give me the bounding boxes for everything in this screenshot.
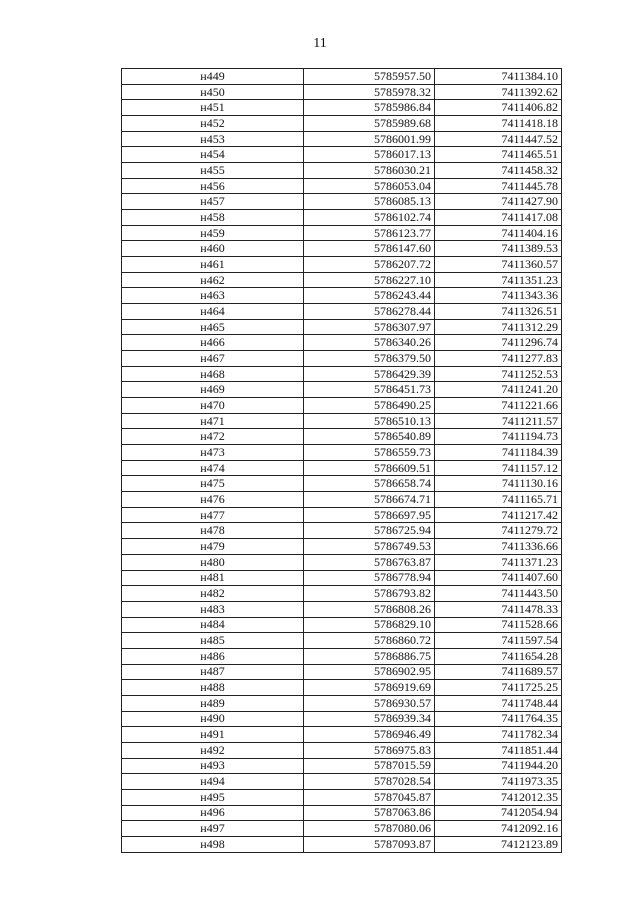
y-coordinate-cell: 7411221.66 [435,398,562,414]
x-coordinate-cell: 5786559.73 [304,445,435,461]
x-coordinate-cell: 5786102.74 [304,210,435,226]
x-coordinate-cell: 5786490.25 [304,398,435,414]
x-coordinate-cell: 5786793.82 [304,586,435,602]
point-name-cell: н481 [122,570,304,586]
table-row [122,601,562,617]
x-coordinate-cell: 5786919.69 [304,680,435,696]
x-coordinate-cell: 5787045.87 [304,789,435,805]
x-coordinate-cell: 5786243.44 [304,288,435,304]
x-coordinate-cell: 5786697.95 [304,507,435,523]
point-name-cell: н490 [122,711,304,727]
point-name-cell: н468 [122,366,304,382]
table-row [122,178,562,194]
point-name-cell: н493 [122,758,304,774]
table-row [122,241,562,257]
y-coordinate-cell: 7411443.50 [435,586,562,602]
table-row [122,429,562,445]
table-row [122,398,562,414]
x-coordinate-cell: 5785986.84 [304,100,435,116]
point-name-cell: н458 [122,210,304,226]
y-coordinate-cell: 7411277.83 [435,351,562,367]
x-coordinate-cell: 5787063.86 [304,805,435,821]
table-row [122,351,562,367]
table-row [122,100,562,116]
point-name-cell: н465 [122,319,304,335]
y-coordinate-cell: 7411217.42 [435,507,562,523]
x-coordinate-cell: 5785957.50 [304,69,435,85]
y-coordinate-cell: 7411326.51 [435,304,562,320]
table-row [122,821,562,837]
table-row [122,570,562,586]
coordinates-table-body [122,69,562,853]
y-coordinate-cell: 7411252.53 [435,366,562,382]
y-coordinate-cell: 7411427.90 [435,194,562,210]
x-coordinate-cell: 5786946.49 [304,727,435,743]
point-name-cell: н449 [122,69,304,85]
x-coordinate-cell: 5786808.26 [304,601,435,617]
table-row [122,836,562,852]
table-row [122,210,562,226]
table-row [122,460,562,476]
y-coordinate-cell: 7411404.16 [435,225,562,241]
x-coordinate-cell: 5786123.77 [304,225,435,241]
point-name-cell: н491 [122,727,304,743]
point-name-cell: н470 [122,398,304,414]
x-coordinate-cell: 5786001.99 [304,131,435,147]
y-coordinate-cell: 7411384.10 [435,69,562,85]
table-row [122,758,562,774]
table-row [122,539,562,555]
x-coordinate-cell: 5787015.59 [304,758,435,774]
x-coordinate-cell: 5786886.75 [304,648,435,664]
y-coordinate-cell: 7412092.16 [435,821,562,837]
coordinates-table [121,68,562,853]
table-row [122,664,562,680]
table-row [122,413,562,429]
y-coordinate-cell: 7411973.35 [435,774,562,790]
y-coordinate-cell: 7411478.33 [435,601,562,617]
table-row [122,69,562,85]
y-coordinate-cell: 7411458.32 [435,163,562,179]
table-row [122,680,562,696]
x-coordinate-cell: 5787080.06 [304,821,435,837]
x-coordinate-cell: 5785989.68 [304,116,435,132]
x-coordinate-cell: 5786207.72 [304,257,435,273]
table-row [122,335,562,351]
table-row [122,476,562,492]
table-row [122,633,562,649]
y-coordinate-cell: 7411597.54 [435,633,562,649]
page-number: 11 [313,36,327,51]
point-name-cell: н492 [122,742,304,758]
table-row [122,586,562,602]
y-coordinate-cell: 7411725.25 [435,680,562,696]
point-name-cell: н479 [122,539,304,555]
point-name-cell: н489 [122,695,304,711]
x-coordinate-cell: 5786829.10 [304,617,435,633]
table-row [122,319,562,335]
y-coordinate-cell: 7412054.94 [435,805,562,821]
point-name-cell: н457 [122,194,304,210]
point-name-cell: н454 [122,147,304,163]
y-coordinate-cell: 7411371.23 [435,554,562,570]
x-coordinate-cell: 5786540.89 [304,429,435,445]
x-coordinate-cell: 5787093.87 [304,836,435,852]
y-coordinate-cell: 7411445.78 [435,178,562,194]
x-coordinate-cell: 5786860.72 [304,633,435,649]
y-coordinate-cell: 7411312.29 [435,319,562,335]
x-coordinate-cell: 5786451.73 [304,382,435,398]
y-coordinate-cell: 7411194.73 [435,429,562,445]
x-coordinate-cell: 5786658.74 [304,476,435,492]
y-coordinate-cell: 7411360.57 [435,257,562,273]
y-coordinate-cell: 7411465.51 [435,147,562,163]
y-coordinate-cell: 7411447.52 [435,131,562,147]
y-coordinate-cell: 7411689.57 [435,664,562,680]
point-name-cell: н476 [122,492,304,508]
point-name-cell: н477 [122,507,304,523]
y-coordinate-cell: 7411343.36 [435,288,562,304]
table-row [122,507,562,523]
x-coordinate-cell: 5786674.71 [304,492,435,508]
y-coordinate-cell: 7411165.71 [435,492,562,508]
point-name-cell: н482 [122,586,304,602]
table-row [122,163,562,179]
x-coordinate-cell: 5786227.10 [304,272,435,288]
y-coordinate-cell: 7411351.23 [435,272,562,288]
table-row [122,366,562,382]
table-row [122,695,562,711]
y-coordinate-cell: 7411851.44 [435,742,562,758]
y-coordinate-cell: 7411654.28 [435,648,562,664]
x-coordinate-cell: 5786030.21 [304,163,435,179]
point-name-cell: н455 [122,163,304,179]
point-name-cell: н478 [122,523,304,539]
y-coordinate-cell: 7411748.44 [435,695,562,711]
x-coordinate-cell: 5786085.13 [304,194,435,210]
point-name-cell: н466 [122,335,304,351]
table-row [122,272,562,288]
y-coordinate-cell: 7411406.82 [435,100,562,116]
x-coordinate-cell: 5785978.32 [304,84,435,100]
point-name-cell: н456 [122,178,304,194]
x-coordinate-cell: 5786763.87 [304,554,435,570]
point-name-cell: н461 [122,257,304,273]
point-name-cell: н485 [122,633,304,649]
y-coordinate-cell: 7411241.20 [435,382,562,398]
y-coordinate-cell: 7412123.89 [435,836,562,852]
x-coordinate-cell: 5786725.94 [304,523,435,539]
y-coordinate-cell: 7411407.60 [435,570,562,586]
point-name-cell: н469 [122,382,304,398]
y-coordinate-cell: 7411782.34 [435,727,562,743]
point-name-cell: н460 [122,241,304,257]
y-coordinate-cell: 7411417.08 [435,210,562,226]
x-coordinate-cell: 5787028.54 [304,774,435,790]
table-row [122,523,562,539]
point-name-cell: н496 [122,805,304,821]
x-coordinate-cell: 5786017.13 [304,147,435,163]
table-row [122,805,562,821]
y-coordinate-cell: 7411336.66 [435,539,562,555]
point-name-cell: н483 [122,601,304,617]
point-name-cell: н494 [122,774,304,790]
point-name-cell: н471 [122,413,304,429]
y-coordinate-cell: 7411389.53 [435,241,562,257]
table-row [122,445,562,461]
point-name-cell: н487 [122,664,304,680]
point-name-cell: н464 [122,304,304,320]
y-coordinate-cell: 7411944.20 [435,758,562,774]
point-name-cell: н467 [122,351,304,367]
point-name-cell: н450 [122,84,304,100]
table-row [122,617,562,633]
table-row [122,774,562,790]
y-coordinate-cell: 7411184.39 [435,445,562,461]
x-coordinate-cell: 5786053.04 [304,178,435,194]
x-coordinate-cell: 5786307.97 [304,319,435,335]
table-row [122,147,562,163]
point-name-cell: н474 [122,460,304,476]
x-coordinate-cell: 5786975.83 [304,742,435,758]
y-coordinate-cell: 7411764.35 [435,711,562,727]
y-coordinate-cell: 7411418.18 [435,116,562,132]
table-row [122,382,562,398]
table-row [122,131,562,147]
x-coordinate-cell: 5786902.95 [304,664,435,680]
x-coordinate-cell: 5786340.26 [304,335,435,351]
table-row [122,648,562,664]
point-name-cell: н462 [122,272,304,288]
x-coordinate-cell: 5786778.94 [304,570,435,586]
y-coordinate-cell: 7411392.62 [435,84,562,100]
point-name-cell: н451 [122,100,304,116]
table-row [122,257,562,273]
table-row [122,711,562,727]
point-name-cell: н486 [122,648,304,664]
point-name-cell: н480 [122,554,304,570]
point-name-cell: н473 [122,445,304,461]
table-row [122,288,562,304]
point-name-cell: н475 [122,476,304,492]
x-coordinate-cell: 5786147.60 [304,241,435,257]
point-name-cell: н459 [122,225,304,241]
x-coordinate-cell: 5786609.51 [304,460,435,476]
point-name-cell: н497 [122,821,304,837]
table-row [122,742,562,758]
y-coordinate-cell: 7411528.66 [435,617,562,633]
point-name-cell: н484 [122,617,304,633]
y-coordinate-cell: 7411211.57 [435,413,562,429]
table-row [122,304,562,320]
x-coordinate-cell: 5786749.53 [304,539,435,555]
table-row [122,727,562,743]
x-coordinate-cell: 5786930.57 [304,695,435,711]
table-row [122,554,562,570]
point-name-cell: н498 [122,836,304,852]
x-coordinate-cell: 5786278.44 [304,304,435,320]
table-row [122,789,562,805]
point-name-cell: н452 [122,116,304,132]
x-coordinate-cell: 5786510.13 [304,413,435,429]
y-coordinate-cell: 7412012.35 [435,789,562,805]
y-coordinate-cell: 7411279.72 [435,523,562,539]
point-name-cell: н472 [122,429,304,445]
y-coordinate-cell: 7411157.12 [435,460,562,476]
x-coordinate-cell: 5786939.34 [304,711,435,727]
point-name-cell: н488 [122,680,304,696]
table-row [122,194,562,210]
x-coordinate-cell: 5786379.50 [304,351,435,367]
point-name-cell: н453 [122,131,304,147]
table-row [122,492,562,508]
y-coordinate-cell: 7411130.16 [435,476,562,492]
table-row [122,225,562,241]
table-row [122,116,562,132]
y-coordinate-cell: 7411296.74 [435,335,562,351]
point-name-cell: н463 [122,288,304,304]
table-row [122,84,562,100]
point-name-cell: н495 [122,789,304,805]
x-coordinate-cell: 5786429.39 [304,366,435,382]
